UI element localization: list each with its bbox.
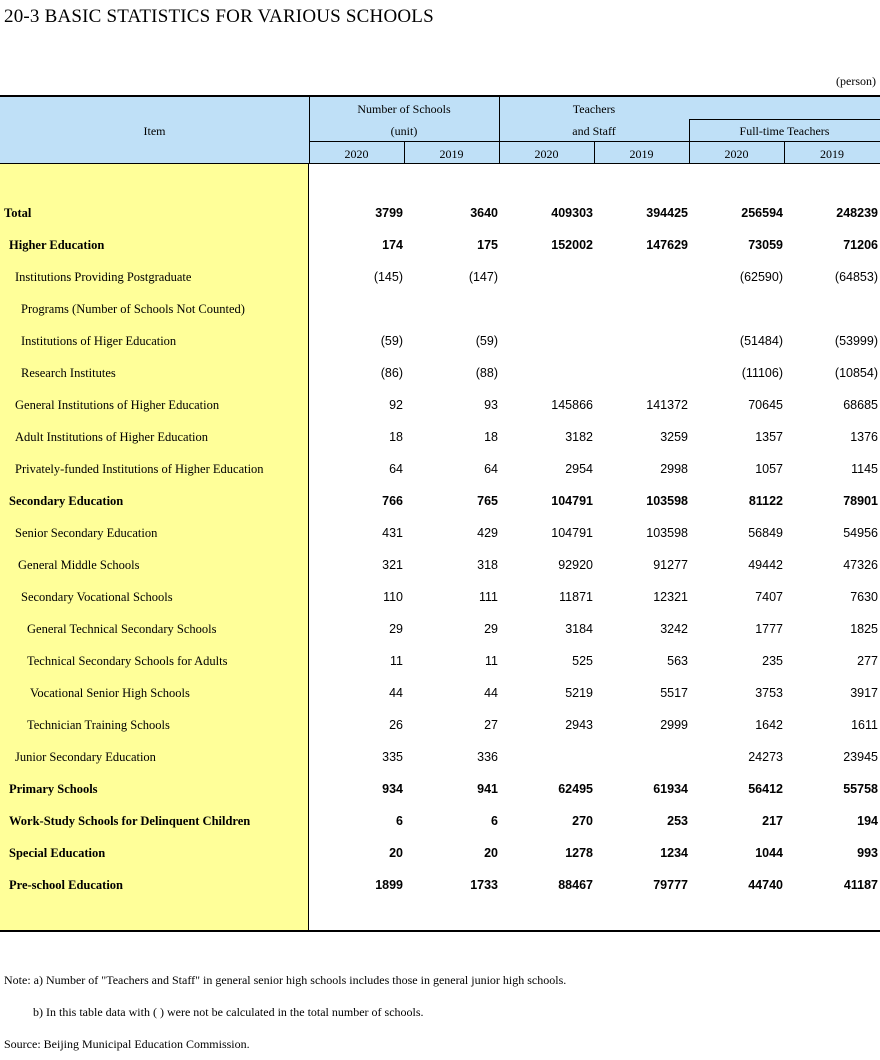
- divider: [404, 142, 405, 164]
- cell-value: 44740: [748, 878, 783, 892]
- cell-value: 110: [383, 590, 403, 604]
- statistics-table: [0, 95, 880, 932]
- year-label: 2020: [344, 147, 369, 161]
- row-label: Special Education: [9, 846, 106, 860]
- cell-value: 44: [484, 686, 498, 700]
- cell-value: (147): [468, 270, 498, 284]
- cell-value: 1825: [850, 622, 878, 636]
- cell-value: 5219: [565, 686, 593, 700]
- cell-value: 1278: [565, 846, 593, 860]
- table-row: [0, 842, 880, 864]
- cell-value: 1234: [660, 846, 688, 860]
- cell-value: 6: [491, 814, 498, 828]
- row-label: Primary Schools: [9, 782, 98, 796]
- note-b: b) In this table data with ( ) were not be calculated in the total number of schools.: [33, 1005, 424, 1019]
- header-fulltime: Full-time Teachers: [739, 124, 830, 138]
- cell-value: (10854): [834, 366, 878, 380]
- table-row: [0, 874, 880, 896]
- table-row: [0, 554, 880, 576]
- cell-value: 104791: [551, 526, 593, 540]
- cell-value: 3640: [470, 206, 498, 220]
- cell-value: 91277: [653, 558, 688, 572]
- cell-value: 73059: [748, 238, 783, 252]
- row-label: General Middle Schools: [18, 558, 140, 572]
- cell-value: 1733: [470, 878, 498, 892]
- row-label: Pre-school Education: [9, 878, 124, 892]
- cell-value: (145): [373, 270, 403, 284]
- header-item: Item: [143, 124, 166, 138]
- cell-value: 429: [477, 526, 498, 540]
- cell-value: 3242: [660, 622, 688, 636]
- cell-value: 3753: [755, 686, 783, 700]
- cell-value: 79777: [653, 878, 688, 892]
- table-row: [0, 234, 880, 256]
- table-row: [0, 778, 880, 800]
- cell-value: 81122: [748, 494, 783, 508]
- table-header: [0, 97, 880, 164]
- divider: [784, 142, 785, 164]
- divider: [594, 142, 595, 164]
- unit-label: (person): [836, 74, 876, 88]
- cell-value: 147629: [646, 238, 688, 252]
- table-row: [0, 266, 880, 288]
- cell-value: 270: [572, 814, 593, 828]
- table-row: [0, 330, 880, 352]
- cell-value: 175: [477, 238, 498, 252]
- cell-value: 71206: [843, 238, 878, 252]
- cell-value: 111: [478, 590, 498, 604]
- header-staff-2: and Staff: [572, 124, 616, 138]
- cell-value: 92920: [558, 558, 593, 572]
- table-row: [0, 490, 880, 512]
- cell-value: 1611: [851, 718, 878, 732]
- row-label: Senior Secondary Education: [15, 526, 158, 540]
- year-label: 2020: [724, 147, 749, 161]
- cell-value: (11106): [741, 366, 783, 380]
- cell-value: 1357: [755, 430, 783, 444]
- table-row: [0, 522, 880, 544]
- cell-value: 23945: [843, 750, 878, 764]
- cell-value: 7407: [755, 590, 783, 604]
- cell-value: 104791: [551, 494, 593, 508]
- cell-value: 2999: [660, 718, 688, 732]
- cell-value: 24273: [748, 750, 783, 764]
- header-schools: Number of Schools: [357, 102, 451, 116]
- divider: [689, 119, 880, 120]
- cell-value: 145866: [551, 398, 593, 412]
- cell-value: 47326: [843, 558, 878, 572]
- row-label: Work-Study Schools for Delinquent Children: [9, 814, 251, 828]
- cell-value: 431: [382, 526, 403, 540]
- cell-value: 29: [389, 622, 403, 636]
- cell-value: 7630: [850, 590, 878, 604]
- cell-value: (59): [475, 334, 498, 348]
- cell-value: 78901: [843, 494, 878, 508]
- year-label: 2020: [534, 147, 559, 161]
- cell-value: 29: [484, 622, 498, 636]
- table-row: [0, 202, 880, 224]
- row-label: Adult Institutions of Higher Education: [15, 430, 209, 444]
- cell-value: 248239: [836, 206, 878, 220]
- cell-value: 103598: [646, 494, 688, 508]
- row-label: Institutions of Higer Education: [21, 334, 177, 348]
- divider: [309, 141, 880, 142]
- cell-value: 993: [857, 846, 878, 860]
- cell-value: 394425: [646, 206, 688, 220]
- cell-value: 56412: [748, 782, 783, 796]
- cell-value: 64: [389, 462, 403, 476]
- row-label: Technician Training Schools: [27, 718, 170, 732]
- cell-value: 61934: [653, 782, 688, 796]
- cell-value: 18: [389, 430, 403, 444]
- cell-value: 11: [390, 654, 403, 668]
- cell-value: 20: [484, 846, 498, 860]
- row-label: General Institutions of Higher Education: [15, 398, 220, 412]
- cell-value: 563: [667, 654, 688, 668]
- cell-value: 27: [484, 718, 498, 732]
- cell-value: 194: [857, 814, 878, 828]
- cell-value: 103598: [646, 526, 688, 540]
- cell-value: (86): [380, 366, 403, 380]
- cell-value: 41187: [843, 878, 878, 892]
- cell-value: 93: [484, 398, 498, 412]
- page-title: 20-3 BASIC STATISTICS FOR VARIOUS SCHOOLS: [4, 6, 434, 27]
- table-row: [0, 298, 880, 320]
- cell-value: (62590): [739, 270, 783, 284]
- cell-value: 54956: [843, 526, 878, 540]
- cell-value: 277: [857, 654, 878, 668]
- divider: [309, 97, 310, 164]
- cell-value: 56849: [748, 526, 783, 540]
- cell-value: (88): [475, 366, 498, 380]
- cell-value: 152002: [551, 238, 593, 252]
- cell-value: 217: [762, 814, 783, 828]
- cell-value: 3182: [565, 430, 593, 444]
- cell-value: 1899: [375, 878, 403, 892]
- cell-value: 765: [477, 494, 498, 508]
- cell-value: 336: [477, 750, 498, 764]
- source-note: Source: Beijing Municipal Education Commission.: [4, 1037, 250, 1051]
- cell-value: 70645: [748, 398, 783, 412]
- cell-value: 44: [389, 686, 403, 700]
- table-row: [0, 682, 880, 704]
- cell-value: 1376: [850, 430, 878, 444]
- cell-value: (64853): [834, 270, 878, 284]
- cell-value: 11: [485, 654, 498, 668]
- cell-value: 3799: [375, 206, 403, 220]
- cell-value: 766: [382, 494, 403, 508]
- cell-value: 3184: [565, 622, 593, 636]
- cell-value: 525: [572, 654, 593, 668]
- row-label: Vocational Senior High Schools: [30, 686, 190, 700]
- cell-value: 92: [389, 398, 403, 412]
- cell-value: 5517: [660, 686, 688, 700]
- cell-value: 11871: [559, 590, 593, 604]
- cell-value: 941: [477, 782, 498, 796]
- header-schools-unit: (unit): [390, 124, 418, 138]
- year-label: 2019: [629, 147, 654, 161]
- table-row: [0, 810, 880, 832]
- cell-value: 62495: [558, 782, 593, 796]
- year-label: 2019: [820, 147, 844, 161]
- table-row: [0, 394, 880, 416]
- row-label: Privately-funded Institutions of Higher Education: [15, 462, 264, 476]
- note-a: Note: a) Number of "Teachers and Staff" in general senior high schools includes those in general junior high schools.: [4, 973, 567, 987]
- cell-value: (53999): [834, 334, 878, 348]
- cell-value: (51484): [739, 334, 783, 348]
- table-row: [0, 458, 880, 480]
- cell-value: 1044: [755, 846, 783, 860]
- cell-value: 64: [484, 462, 498, 476]
- cell-value: 253: [667, 814, 688, 828]
- table-row: [0, 650, 880, 672]
- cell-value: 321: [382, 558, 403, 572]
- cell-value: 409303: [551, 206, 593, 220]
- cell-value: 55758: [843, 782, 878, 796]
- row-label: Secondary Education: [9, 494, 124, 508]
- table-row: [0, 746, 880, 768]
- cell-value: 26: [389, 718, 403, 732]
- row-label: Junior Secondary Education: [15, 750, 156, 764]
- cell-value: 1145: [851, 462, 878, 476]
- table-row: [0, 586, 880, 608]
- cell-value: 1642: [755, 718, 783, 732]
- divider: [499, 97, 500, 164]
- cell-value: 235: [762, 654, 783, 668]
- table-row: [0, 714, 880, 736]
- cell-value: 12321: [653, 590, 688, 604]
- row-label: Higher Education: [9, 238, 105, 252]
- cell-value: 141372: [646, 398, 688, 412]
- cell-value: 68685: [843, 398, 878, 412]
- row-label: Programs (Number of Schools Not Counted): [21, 302, 245, 316]
- cell-value: 256594: [741, 206, 783, 220]
- cell-value: 3259: [660, 430, 688, 444]
- row-label: Secondary Vocational Schools: [21, 590, 173, 604]
- year-label: 2019: [439, 147, 464, 161]
- row-label: Institutions Providing Postgraduate: [15, 270, 192, 284]
- row-label: Total: [4, 206, 32, 220]
- row-label: Technical Secondary Schools for Adults: [27, 654, 228, 668]
- header-staff: Teachers: [572, 102, 616, 116]
- cell-value: 49442: [748, 558, 783, 572]
- cell-value: 335: [382, 750, 403, 764]
- cell-value: 2998: [660, 462, 688, 476]
- cell-value: 88467: [558, 878, 593, 892]
- cell-value: 1057: [755, 462, 783, 476]
- row-label: General Technical Secondary Schools: [27, 622, 217, 636]
- cell-value: 174: [382, 238, 403, 252]
- cell-value: 3917: [850, 686, 878, 700]
- cell-value: 1777: [755, 622, 783, 636]
- row-label: Research Institutes: [21, 366, 116, 380]
- cell-value: 2954: [565, 462, 593, 476]
- cell-value: 20: [389, 846, 403, 860]
- cell-value: 934: [382, 782, 403, 796]
- table-row: [0, 426, 880, 448]
- cell-value: (59): [380, 334, 403, 348]
- cell-value: 318: [477, 558, 498, 572]
- cell-value: 18: [484, 430, 498, 444]
- table-row: [0, 362, 880, 384]
- cell-value: 2943: [565, 718, 593, 732]
- cell-value: 6: [396, 814, 403, 828]
- table-row: [0, 618, 880, 640]
